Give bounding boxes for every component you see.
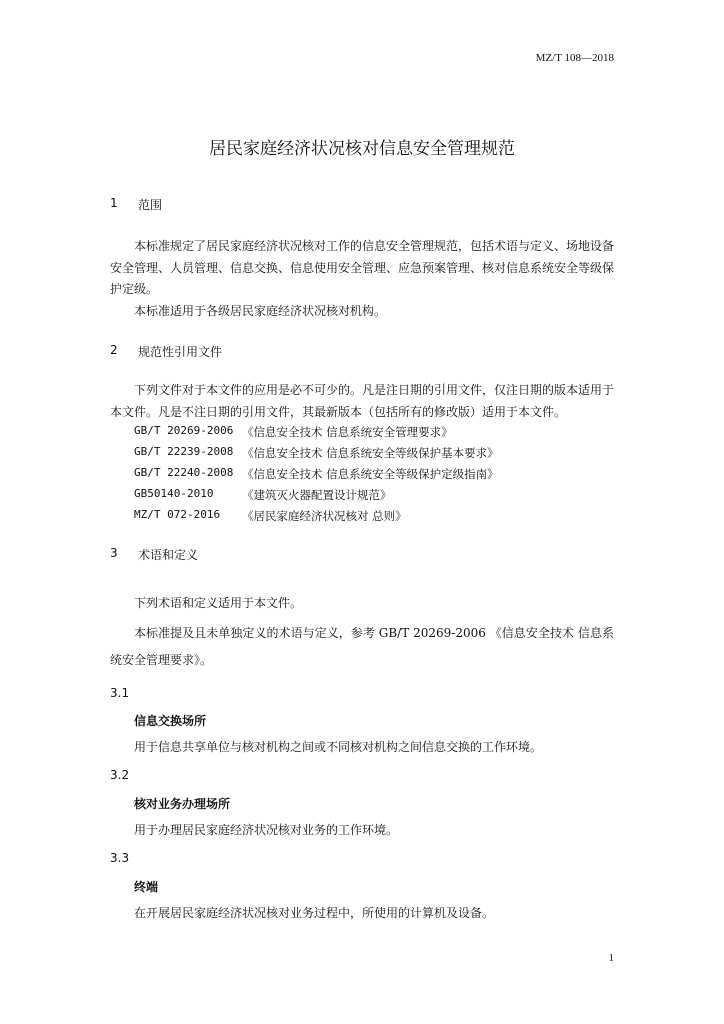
reference-code: GB50140-2010 <box>134 487 214 500</box>
section-3-heading: 术语和定义 <box>138 548 199 562</box>
reference-title: 《信息安全技术 信息系统安全等级保护基本要求》 <box>242 446 499 460</box>
term-definition: 用于信息共享单位与核对机构之间或不同核对机构之间信息交换的工作环境。 <box>134 740 543 754</box>
term-name: 终端 <box>134 880 159 894</box>
reference-code: GB/T 22239-2008 <box>134 445 234 458</box>
terms-reference-paragraph: 本标准提及且未单独定义的术语与定义，参考 GB/T 20269-2006 《信息安全技术 信息系统安全管理要求》。 <box>110 626 614 667</box>
section-1-heading: 范围 <box>138 198 163 212</box>
term-name: 信息交换场所 <box>134 714 207 728</box>
term-number: 3.2 <box>110 768 130 782</box>
reference-title: 《建筑灭火器配置设计规范》 <box>242 488 392 502</box>
reference-title: 《信息安全技术 信息系统安全管理要求》 <box>242 425 453 439</box>
term-number: 3.1 <box>110 686 130 700</box>
section-1-number: 1 <box>110 196 118 210</box>
term-name: 核对业务办理场所 <box>134 797 231 811</box>
section-3-number: 3 <box>110 546 118 560</box>
terms-reference-paragraph-wrap <box>110 620 614 674</box>
section-2-body <box>110 380 614 423</box>
term-definition: 用于办理居民家庭经济状况核对业务的工作环境。 <box>134 823 399 837</box>
terms-intro: 下列术语和定义适用于本文件。 <box>134 596 303 610</box>
section-2-number: 2 <box>110 343 118 357</box>
page-number: 1 <box>608 952 614 964</box>
reference-code: GB/T 20269-2006 <box>134 424 234 437</box>
reference-title: 《居民家庭经济状况核对 总则》 <box>242 509 407 523</box>
document-title: 居民家庭经济状况核对信息安全管理规范 <box>209 139 515 159</box>
section-1-body <box>110 236 614 322</box>
reference-title: 《信息安全技术 信息系统安全等级保护定级指南》 <box>242 467 499 481</box>
scope-paragraph: 本标准规定了居民家庭经济状况核对工作的信息安全管理规范，包括术语与定义、场地设备安全管理、人员管理、信息交换、信息使用安全管理、应急预案管理、核对信息系统安全等级保护定级。 <box>110 239 615 296</box>
applicability-paragraph: 本标准适用于各级居民家庭经济状况核对机构。 <box>134 303 387 318</box>
term-number: 3.3 <box>110 851 130 865</box>
section-2-heading: 规范性引用文件 <box>138 345 223 359</box>
reference-code: GB/T 22240-2008 <box>134 466 234 479</box>
normative-paragraph: 下列文件对于本文件的应用是必不可少的。凡是注日期的引用文件，仅注日期的版本适用于本文件。凡是不注日期的引用文件，其最新版本（包括所有的修改版）适用于本文件。 <box>110 383 615 419</box>
standard-code: MZ/T 108—2018 <box>535 52 614 64</box>
reference-code: MZ/T 072-2016 <box>134 508 221 521</box>
term-definition: 在开展居民家庭经济状况核对业务过程中，所使用的计算机及设备。 <box>134 906 495 920</box>
